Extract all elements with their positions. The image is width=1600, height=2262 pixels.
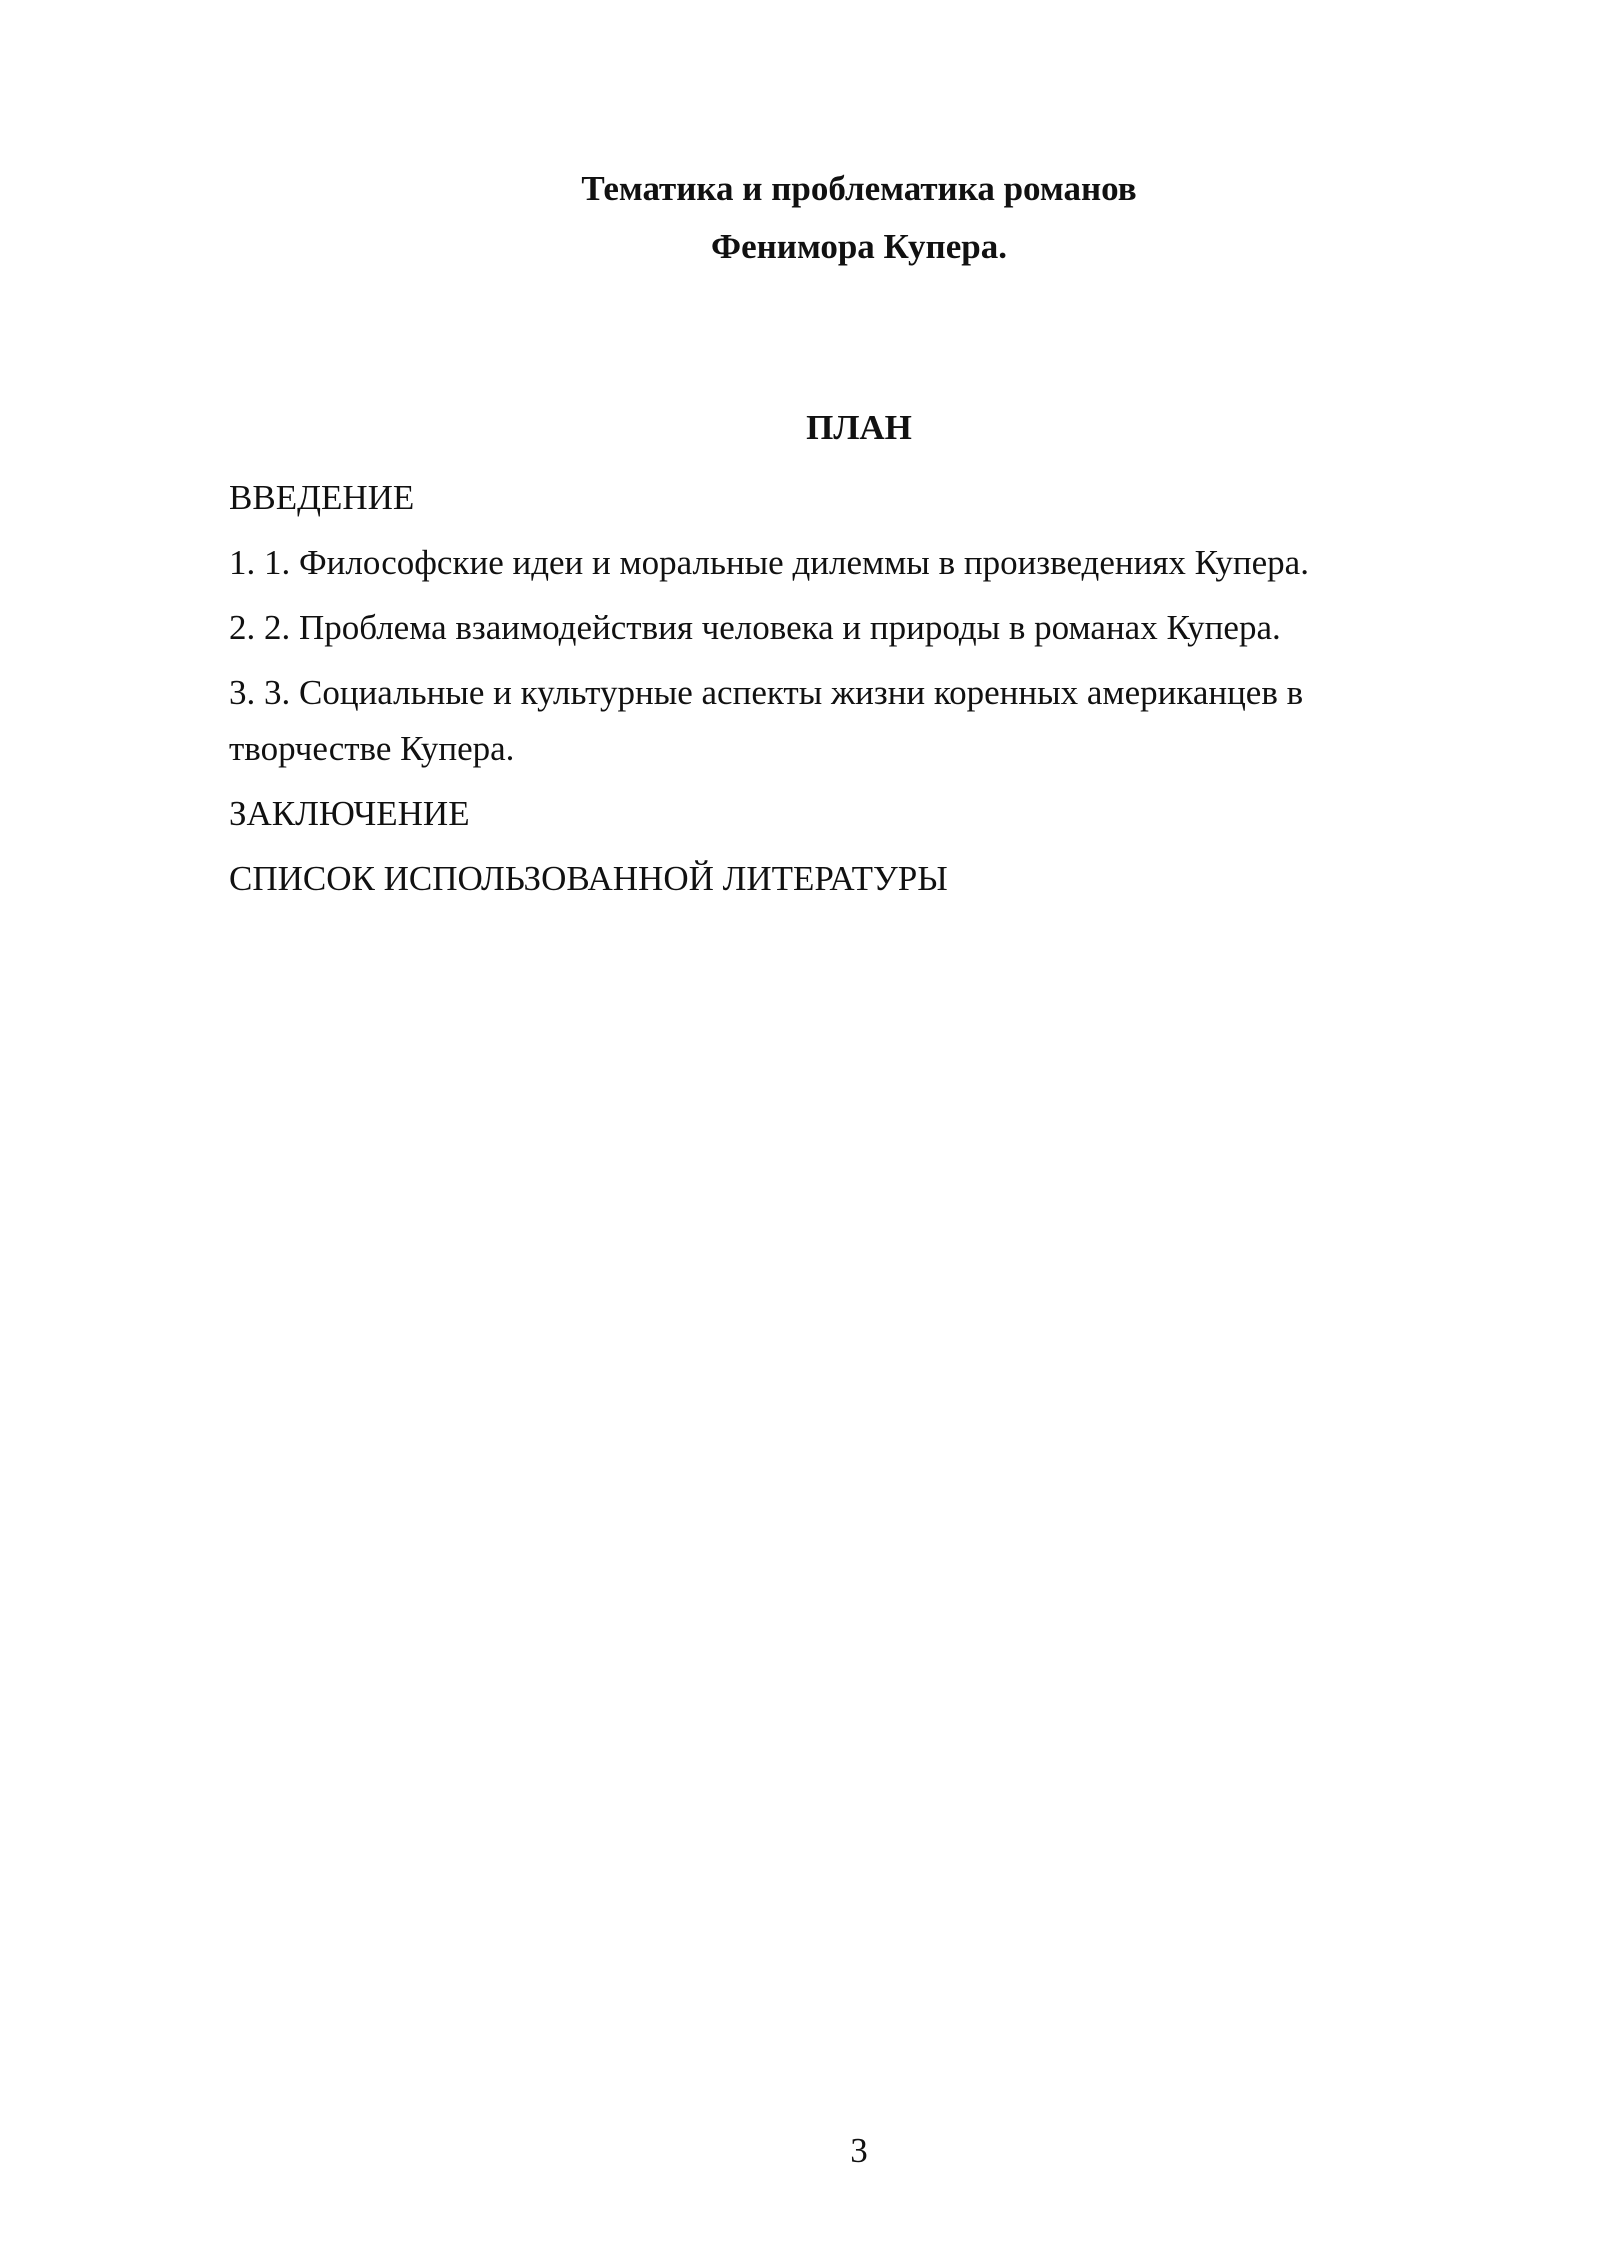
title-line-1: Тематика и проблематика романов <box>581 169 1137 208</box>
title-line-2: Фенимора Купера. <box>711 227 1007 266</box>
plan-item-references: СПИСОК ИСПОЛЬЗОВАННОЙ ЛИТЕРАТУРЫ <box>229 859 948 898</box>
page-number: 3 <box>850 2131 868 2170</box>
plan-heading: ПЛАН <box>806 408 912 447</box>
plan-list <box>229 470 1409 916</box>
plan-item-introduction: ВВЕДЕНИЕ <box>229 478 415 517</box>
document-title <box>0 160 1600 276</box>
plan-item-2: 2. 2. Проблема взаимодействия человека и природы в романах Купера. <box>229 608 1281 647</box>
plan-item-3: 3. 3. Социальные и культурные аспекты жизни коренных американцев в творчестве Купера. <box>229 673 1304 768</box>
plan-item-conclusion: ЗАКЛЮЧЕНИЕ <box>229 794 470 833</box>
plan-item-1: 1. 1. Философские идеи и моральные дилеммы в произведениях Купера. <box>229 543 1309 582</box>
